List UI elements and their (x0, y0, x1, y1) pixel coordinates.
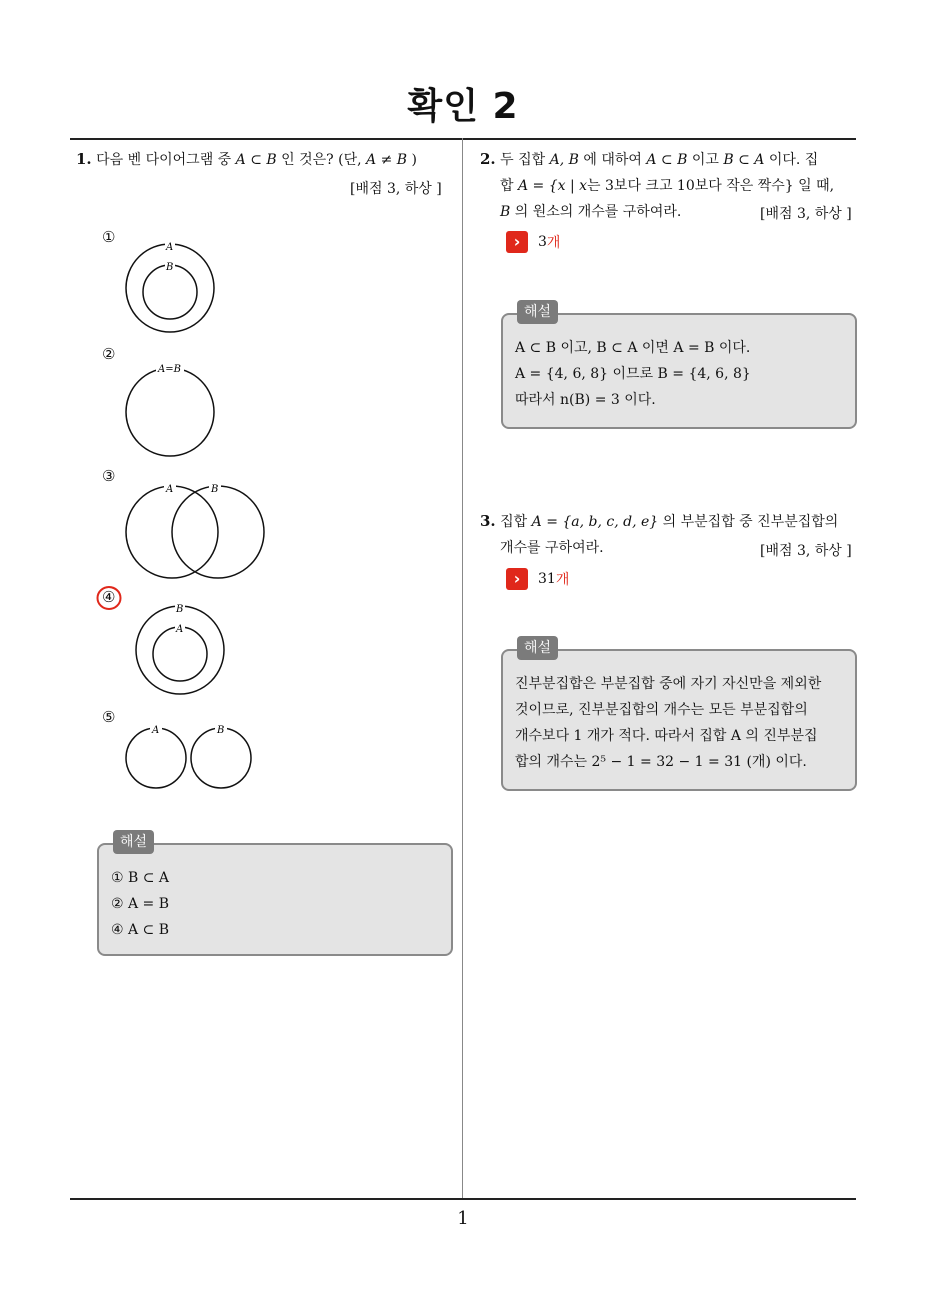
solution-line: ① B ⊂ A (111, 870, 170, 886)
question-text: 의 원소의 개수를 구하여라. (514, 204, 682, 220)
question-text: 의 부분집합 중 진부분집합의 (662, 514, 839, 530)
option-3-mark[interactable]: ③ (102, 467, 116, 485)
selected-answer-circle (95, 584, 125, 614)
option-4-diagram[interactable] (130, 600, 230, 700)
solution-line: A = {4, 6, 8} 이므로 B = {4, 6, 8} (515, 366, 751, 382)
question-text: ) (411, 152, 417, 168)
set-label: A (166, 484, 174, 495)
math-expression: A ≠ B (366, 152, 408, 168)
math-expression: A = {x | x (517, 178, 588, 194)
question-meta: [배점 3, 하상 ] (760, 543, 852, 559)
question-text: 두 집합 (500, 152, 546, 168)
question-text: 이다. 집 (768, 152, 819, 168)
column-divider (462, 138, 463, 1200)
math-expression: B ⊂ A (723, 152, 765, 168)
page-title: 확인 2 (407, 86, 519, 127)
answer-value: 31 (538, 571, 556, 587)
solution-line: 합의 개수는 2⁵ − 1 = 32 − 1 = 31 (개) 이다. (515, 754, 807, 770)
set-label: B (217, 725, 225, 736)
solution-label: 해설 (517, 636, 558, 660)
answer-unit: 개 (546, 235, 561, 251)
solution-box-q3 (501, 640, 857, 791)
option-5-diagram[interactable] (120, 720, 260, 792)
set-label: A (166, 242, 174, 253)
question-number: 1. (76, 150, 92, 168)
answer-q2 (506, 231, 560, 253)
question-meta: [배점 3, 하상 ] (760, 206, 852, 222)
solution-label: 해설 (517, 300, 558, 324)
chevron-right-icon: › (506, 231, 528, 253)
question-text: 이고 (691, 152, 719, 168)
solution-line: 진부분집합은 부분집합 중에 자기 자신만을 제외한 (515, 676, 822, 692)
question-text: 합 (500, 178, 514, 194)
question-text: 인 것은? (단, (281, 152, 362, 168)
answer-unit: 개 (555, 572, 570, 588)
solution-line: 개수보다 1 개가 적다. 따라서 집합 A 의 진부분집 (515, 728, 818, 744)
math-expression: A = {a, b, c, d, e} (531, 514, 659, 530)
set-label: A (152, 725, 160, 736)
solution-line: 따라서 n(B) = 3 이다. (515, 392, 656, 408)
option-5-mark[interactable]: ⑤ (102, 708, 116, 726)
question-number: 2. (480, 150, 496, 168)
solution-box-q1 (97, 834, 453, 956)
solution-line: ② A = B (111, 896, 170, 912)
question-text: 집합 (500, 514, 528, 530)
chevron-right-icon: › (506, 568, 528, 590)
answer-q3 (506, 568, 569, 590)
option-1-diagram[interactable] (120, 238, 220, 338)
question-text: 다음 벤 다이어그램 중 (96, 152, 232, 168)
solution-line: A ⊂ B 이고, B ⊂ A 이면 A = B 이다. (515, 340, 751, 356)
question-text: 개수를 구하여라. (500, 540, 604, 556)
set-label: B (176, 604, 184, 615)
option-2-diagram[interactable] (120, 358, 220, 458)
set-label: B (211, 484, 219, 495)
math-expression: A, B (549, 152, 579, 168)
set-label: B (166, 262, 174, 273)
set-label: A (176, 624, 184, 635)
bottom-rule (70, 1198, 856, 1200)
option-3-diagram[interactable] (120, 478, 270, 582)
question-text: 는 3보다 크고 10보다 작은 짝수} 일 때, (587, 178, 835, 194)
solution-line: ④ A ⊂ B (111, 922, 170, 938)
solution-label: 해설 (113, 830, 154, 854)
page-number: 1 (457, 1208, 469, 1229)
answer-value: 3 (538, 234, 547, 250)
option-4-mark[interactable]: ④ (102, 588, 116, 606)
option-1-mark[interactable]: ① (102, 228, 116, 246)
set-label: A=B (158, 364, 181, 375)
math-expression: A ⊂ B (235, 152, 277, 168)
solution-box-q2 (501, 304, 857, 429)
question-meta: [배점 3, 하상 ] (350, 181, 442, 197)
question-1 (76, 146, 466, 173)
math-expression: B (500, 204, 511, 220)
solution-line: 것이므로, 진부분집합의 개수는 모든 부분집합의 (515, 702, 808, 718)
top-rule (70, 138, 856, 140)
math-expression: A ⊂ B (646, 152, 688, 168)
question-text: 에 대하여 (583, 152, 642, 168)
option-2-mark[interactable]: ② (102, 345, 116, 363)
question-number: 3. (480, 512, 496, 530)
